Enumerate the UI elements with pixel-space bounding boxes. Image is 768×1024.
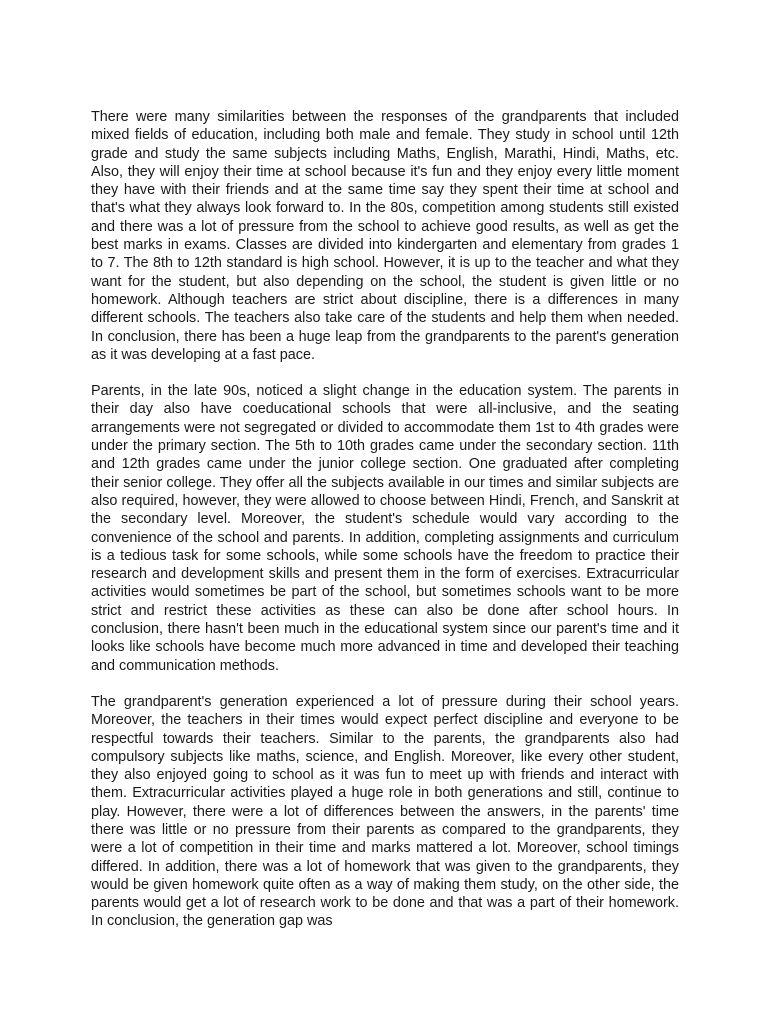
document-page (91, 108, 679, 1024)
paragraph-generation-comparison: The grandparent's generation experienced a lot of pressure during their school years. Moreover, the teachers in their times would expect perfect discipline and everyone to be respectful towards their teachers. Similar to the parents, the grandparents also had compulsory subjects like maths, science, and English. Moreover, like every other student, they also enjoyed going to school as it was fun to meet up with friends and interact with them. Extracurricular activities played a huge role in both generations and still, continue to play. However, there were a lot of differences between the answers, in the parents' time there was little or no pressure from their parents as compared to the grandparents, they were a lot of competition in their time and marks mattered a lot. Moreover, school timings differed. In addition, there was a lot of homework that was given to the grandparents, they would be given homework quite often as a way of making them study, on the other side, the parents would get a lot of research work to be done and that was a part of their homework. In conclusion, the generation gap was (91, 693, 679, 930)
paragraph-grandparents-education: There were many similarities between the responses of the grandparents that included mixed fields of education, including both male and female. They study in school until 12th grade and study the same subjects including Maths, English, Marathi, Hindi, Maths, etc. Also, they will enjoy their time at school because it's fun and they enjoy every little moment they have with their friends and at the same time say they spent their time at school and that's what they always look forward to. In the 80s, competition among students still existed and there was a lot of pressure from the school to achieve good results, as well as get the best marks in exams. Classes are divided into kindergarten and elementary from grades 1 to 7. The 8th to 12th standard is high school. However, it is up to the teacher and what they want for the student, but also depending on the school, the student is given little or no homework. Although teachers are strict about discipline, there is a differences in many different schools. The teachers also take care of the students and help them when needed. In conclusion, there has been a huge leap from the grandparents to the parent's generation as it was developing at a fast pace. (91, 109, 679, 363)
paragraph-parents-education: Parents, in the late 90s, noticed a slight change in the education system. The parents in their day also have coeducational schools that were all-inclusive, and the seating arrangements were not segregated or divided to accommodate them 1st to 4th grades were under the primary section. The 5th to 10th grades came under the secondary section. 11th and 12th grades came under the junior college section. One graduated after completing their senior college. They offer all the subjects available in our times and similar subjects are also required, however, they were allowed to choose between Hindi, French, and Sanskrit at the secondary level. Moreover, the student's schedule would vary according to the convenience of the school and parents. In addition, completing assignments and curriculum is a tedious task for some schools, while some schools have the freedom to practice their research and development skills and present them in the form of exercises. Extracurricular activities would sometimes be part of the school, but sometimes schools want to be more strict and restrict these activities as these can also be done after school hours. In conclusion, there hasn't been much in the educational system since our parent's time and it looks like schools have become much more advanced in time and developed their teaching and communication methods. (91, 383, 679, 674)
